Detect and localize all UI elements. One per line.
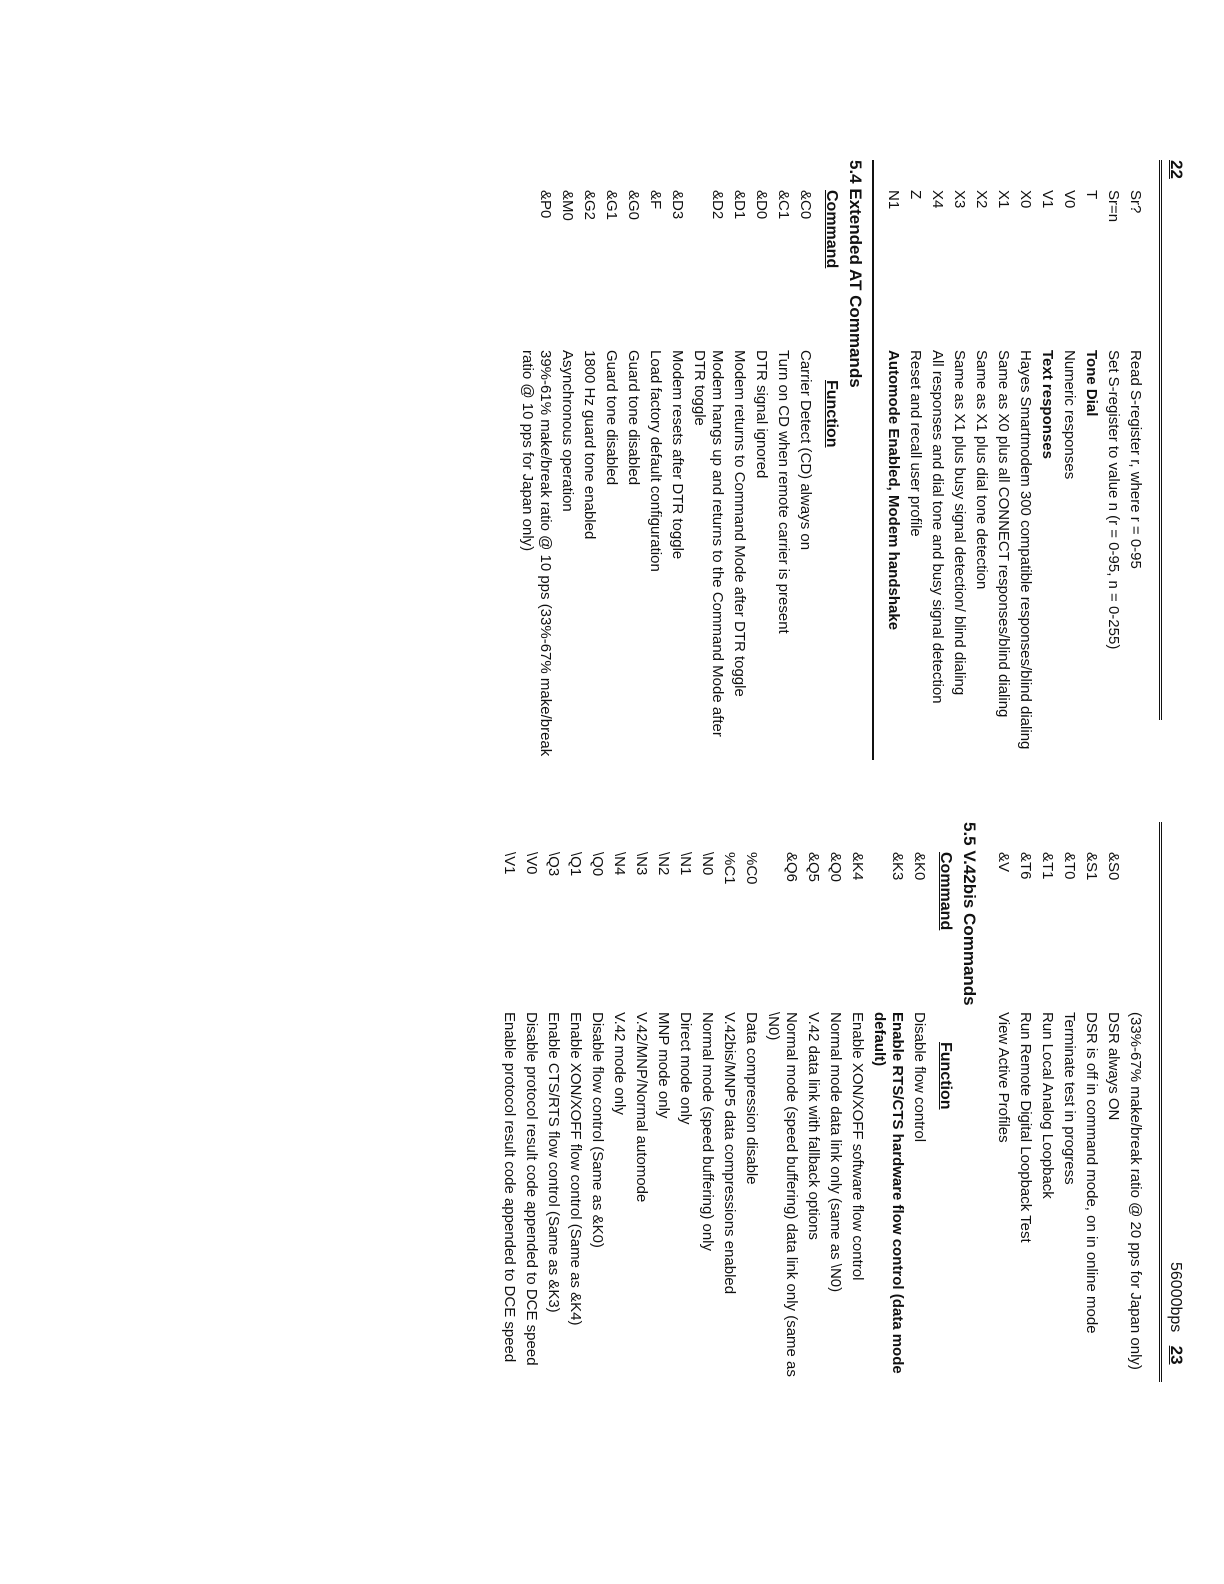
- command-function: DSR is off in command mode, on in online mode: [1083, 1012, 1100, 1334]
- command-code: X0: [1017, 190, 1034, 209]
- command-function: V.42 data link with fallback options: [805, 1012, 822, 1240]
- command-list-top: [884, 160, 1144, 760]
- command-function: Same as X1 plus dial tone detection: [973, 350, 990, 590]
- command-function: Load factory default configuration: [647, 350, 664, 572]
- table-row: [1126, 160, 1144, 760]
- section-title: 5.4 Extended AT Commands: [846, 160, 865, 388]
- table-row: [906, 160, 924, 760]
- command-function: 39%-61% make/break ratio @ 10 pps (33%-67% make/break ratio @ 10 pps for Japan only): [519, 350, 554, 757]
- command-code: &Q5: [805, 852, 822, 883]
- right-content: [496, 822, 1144, 1382]
- command-function: Disable flow control: [911, 1012, 928, 1143]
- command-function: Same as X1 plus busy signal detection/ blind dialing: [951, 350, 968, 696]
- command-function: Reset and recall user profile: [907, 350, 924, 537]
- command-code: &C0: [797, 190, 814, 220]
- column-headers: [822, 160, 840, 760]
- table-row: [566, 822, 584, 1382]
- table-row: [742, 822, 760, 1382]
- command-code: &T6: [1017, 852, 1034, 880]
- table-row: [1038, 822, 1056, 1382]
- command-function: Tone Dial: [1083, 350, 1100, 417]
- command-function: (33%-67% make/break ratio @ 20 pps for Japan only): [1127, 1012, 1144, 1370]
- page-number-text: 22: [1167, 160, 1186, 179]
- command-function: View Active Profiles: [995, 1012, 1012, 1143]
- table-row: [676, 822, 694, 1382]
- command-function: Enable RTS/CTS hardware flow control (data mode default): [871, 1012, 906, 1374]
- command-function: Guard tone disabled: [603, 350, 620, 486]
- command-code: [1126, 822, 1144, 1012]
- command-code: &K0: [911, 852, 928, 881]
- table-row: [796, 160, 814, 760]
- header-text: 56000bps: [1167, 1262, 1184, 1333]
- command-code: Sr=n: [1105, 190, 1122, 223]
- table-row: [1060, 822, 1078, 1382]
- command-function: Set S-register to value n (r = 0-95, n = 0-255): [1105, 350, 1122, 650]
- command-code: &T0: [1061, 852, 1078, 880]
- table-row: [1104, 822, 1122, 1382]
- command-code: %C1: [721, 852, 738, 885]
- command-function: V.42 mode only: [611, 1012, 628, 1115]
- command-code: V0: [1061, 190, 1078, 209]
- command-code: \V0: [523, 852, 540, 875]
- command-code: &Q6: [783, 852, 800, 883]
- table-row: [1016, 822, 1034, 1382]
- table-row: [558, 160, 576, 760]
- command-function: Enable protocol result code appended to DCE speed: [501, 1012, 518, 1363]
- table-row: [698, 822, 716, 1382]
- table-row: [580, 160, 598, 760]
- command-code: &M0: [559, 190, 576, 221]
- command-code: &G2: [581, 190, 598, 221]
- command-code: \V1: [501, 852, 518, 875]
- table-row: [690, 160, 726, 760]
- command-code: \N1: [677, 852, 694, 876]
- table-row: [1016, 160, 1034, 760]
- table-row: [972, 160, 990, 760]
- command-code: X3: [951, 190, 968, 209]
- table-row: [646, 160, 664, 760]
- command-code: N1: [885, 190, 902, 210]
- command-function: DSR always ON: [1105, 1012, 1122, 1121]
- table-row: [884, 160, 902, 760]
- table-row: [1060, 160, 1078, 760]
- command-function: DTR signal ignored: [753, 350, 770, 479]
- table-row: [774, 160, 792, 760]
- command-code: \N4: [611, 852, 628, 876]
- table-row: [910, 822, 928, 1382]
- command-code: \Q0: [589, 852, 606, 877]
- command-code: \N3: [633, 852, 650, 876]
- command-code: \Q1: [567, 852, 584, 877]
- command-function: All responses and dial tone and busy signal detection: [929, 350, 946, 704]
- col-function: Function: [937, 1042, 954, 1110]
- table-row: [544, 822, 562, 1382]
- table-row: [826, 822, 844, 1382]
- command-function: Data compression disable: [743, 1012, 760, 1185]
- col-command: Command: [937, 852, 954, 931]
- command-code: T: [1083, 190, 1100, 200]
- table-row: [654, 822, 672, 1382]
- page-number: [1166, 160, 1186, 179]
- command-code: V1: [1039, 190, 1056, 209]
- command-function: V.42bis/MNP5 data compressions enabled: [721, 1012, 738, 1295]
- command-code: \Q3: [545, 852, 562, 877]
- section-rule: [872, 160, 874, 760]
- col-command: Command: [823, 190, 840, 269]
- command-function: Disable flow control (Same as &K0): [589, 1012, 606, 1248]
- command-code: &S1: [1083, 852, 1100, 881]
- table-row: [870, 822, 906, 1382]
- command-function: Run Remote Digital Loopback Test: [1017, 1012, 1034, 1243]
- command-function: 1800 Hz guard tone enabled: [581, 350, 598, 540]
- command-code: \N0: [699, 852, 716, 876]
- command-function: MNP mode only: [655, 1012, 672, 1119]
- table-row: [752, 160, 770, 760]
- command-code: \N2: [655, 852, 672, 876]
- command-code: &G1: [603, 190, 620, 221]
- table-row: [500, 822, 518, 1382]
- table-row: [602, 160, 620, 760]
- command-function: Normal mode (speed buffering) only: [699, 1012, 716, 1252]
- command-code: &D2: [709, 190, 726, 220]
- table-row: [848, 822, 866, 1382]
- command-code: &K3: [889, 852, 906, 881]
- table-row: [720, 822, 738, 1382]
- command-function: Disable protocol result code appended to DCE speed: [523, 1012, 540, 1366]
- table-row: [928, 160, 946, 760]
- command-function: Same as X0 plus all CONNECT responses/blind dialing: [995, 350, 1012, 718]
- command-function: Terminate test in progress: [1061, 1012, 1078, 1185]
- page-header: [1166, 1262, 1186, 1365]
- table-row: [1038, 160, 1056, 760]
- header-rule: [1159, 160, 1162, 720]
- table-row: [950, 160, 968, 760]
- table-row: [730, 160, 748, 760]
- command-function: Modem returns to Command Mode after DTR toggle: [731, 350, 748, 697]
- command-function: Normal mode (speed buffering) data link only (same as \N0): [765, 1012, 800, 1377]
- command-code: &K4: [849, 852, 866, 881]
- command-code: &D1: [731, 190, 748, 220]
- command-function: Turn on CD when remote carrier is present: [775, 350, 792, 634]
- command-function: Enable XON/XOFF software flow control: [849, 1012, 866, 1281]
- command-function: Guard tone disabled: [625, 350, 642, 486]
- command-function: Text responses: [1039, 350, 1056, 459]
- table-row: [764, 822, 800, 1382]
- command-code: &C1: [775, 190, 792, 220]
- command-function: Automode Enabled, Modem handshake: [885, 350, 902, 631]
- left-content: [514, 160, 1144, 760]
- table-row: [994, 160, 1012, 760]
- table-row: [588, 822, 606, 1382]
- table-row: [1104, 160, 1122, 760]
- command-function: Hayes Smartmodem 300 compatible responses/blind dialing: [1017, 350, 1034, 750]
- table-row: [610, 822, 628, 1382]
- section-title: 5.5 V.42bis Commands: [960, 822, 979, 1006]
- page-number-text: 23: [1167, 1345, 1186, 1365]
- command-function: Read S-register r, where r = 0-95: [1127, 350, 1144, 569]
- command-code: %C0: [743, 852, 760, 885]
- command-function: Direct mode only: [677, 1012, 694, 1125]
- command-function: Numeric responses: [1061, 350, 1078, 480]
- command-function: Asynchronous operation: [559, 350, 576, 512]
- table-row: [1126, 822, 1144, 1382]
- command-code: &P0: [537, 190, 554, 219]
- column-headers: [936, 822, 954, 1382]
- table-row: [522, 822, 540, 1382]
- command-code: &F: [647, 190, 664, 210]
- command-code: &D3: [669, 190, 686, 220]
- command-function: Normal mode data link only (same as \N0): [827, 1012, 844, 1293]
- command-list-top: [994, 822, 1144, 1382]
- col-function: Function: [823, 380, 840, 448]
- command-code: &Q0: [827, 852, 844, 883]
- command-function: Modem resets after DTR toggle: [669, 350, 686, 560]
- command-code: &G0: [625, 190, 642, 221]
- table-row: [1082, 160, 1100, 760]
- command-code: &S0: [1105, 852, 1122, 881]
- command-code: X1: [995, 190, 1012, 209]
- command-code: &T1: [1039, 852, 1056, 880]
- table-row: [632, 822, 650, 1382]
- command-code: Z: [907, 190, 924, 200]
- command-code: X4: [929, 190, 946, 209]
- command-function: Run Local Analog Loopback: [1039, 1012, 1056, 1199]
- table-row: [1082, 822, 1100, 1382]
- page-23: [0, 792, 1224, 1584]
- command-code: &D0: [753, 190, 770, 220]
- header-rule: [1159, 822, 1162, 1382]
- command-function: V.42/MNP/Normal automode: [633, 1012, 650, 1203]
- command-function: Modem hangs up and returns to the Command Mode after DTR toggle: [691, 350, 726, 737]
- table-row: [624, 160, 642, 760]
- command-table: [500, 822, 928, 1382]
- command-code: X2: [973, 190, 990, 209]
- command-table: [518, 160, 814, 760]
- table-row: [804, 822, 822, 1382]
- table-row: [518, 160, 554, 760]
- command-function: Enable XON/XOFF flow control (Same as &K4): [567, 1012, 584, 1326]
- command-function: Enable CTS/RTS flow control (Same as &K3): [545, 1012, 562, 1313]
- table-row: [668, 160, 686, 760]
- command-code: Sr?: [1127, 190, 1144, 214]
- command-code: &V: [995, 852, 1012, 873]
- command-function: Carrier Detect (CD) always on: [797, 350, 814, 551]
- table-row: [994, 822, 1012, 1382]
